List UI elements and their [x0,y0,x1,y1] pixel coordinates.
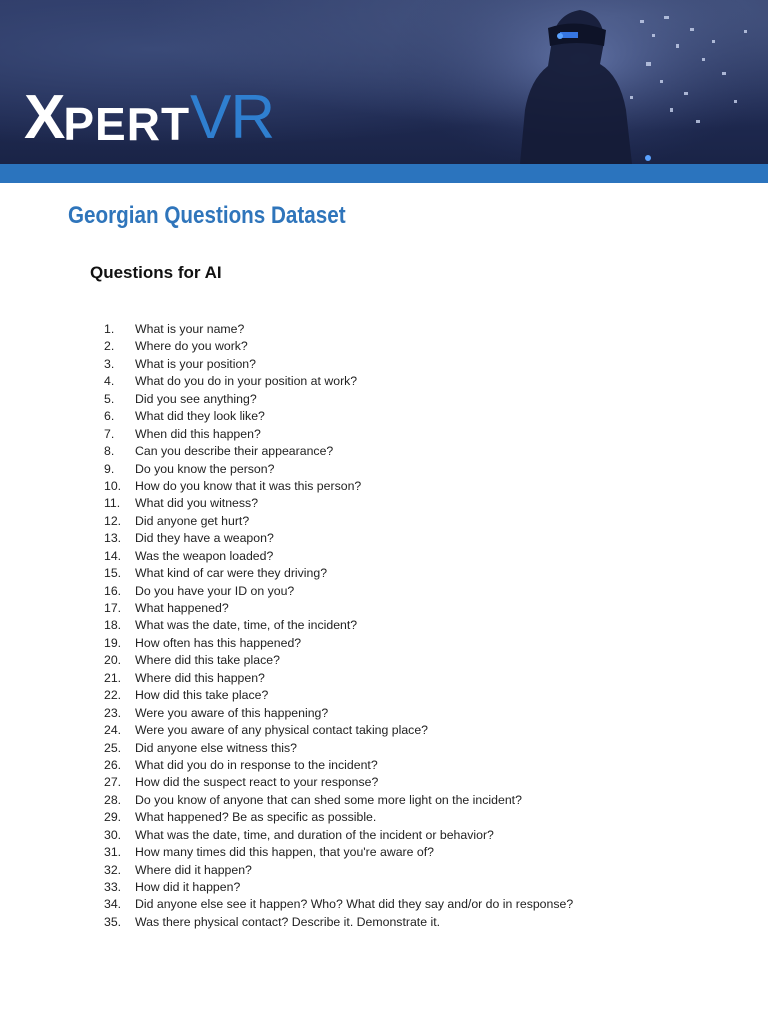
list-item-number: 33. [104,880,122,894]
list-item-number: 26. [104,757,122,772]
list-item-text: What kind of car were they driving? [135,566,328,581]
list-item [104,373,573,390]
xpertvr-logo [24,83,275,152]
list-item-number: 25. [104,740,122,755]
list-item-number: 3. [104,356,115,371]
list-item [104,426,573,443]
list-item [104,338,573,355]
list-item [104,391,573,408]
list-item [104,495,573,512]
list-item-number: 35. [104,914,122,929]
list-item-text: Were you aware of any physical contact taking place? [135,723,429,738]
list-item-text: How did it happen? [135,880,241,894]
list-item-text: Can you describe their appearance? [135,444,334,459]
list-item-number: 16. [104,583,122,598]
list-item [104,705,573,722]
list-item [104,896,573,913]
list-item [104,844,573,861]
list-item [104,565,573,582]
list-item-number: 29. [104,810,122,825]
list-item [104,722,573,739]
list-item-number: 17. [104,601,122,615]
list-item-number: 12. [104,513,122,528]
header-stripe [0,164,768,183]
list-item-text: What is your position? [135,356,256,371]
list-item-text: Did anyone else witness this? [135,740,297,755]
list-item-text: What do you do in your position at work? [135,374,358,389]
list-item-text: What was the date, time, and duration of the incident or behavior? [135,827,494,842]
list-item-text: Were you aware of this happening? [135,705,329,720]
list-item [104,356,573,373]
list-item-text: Was the weapon loaded? [135,548,274,563]
list-item [104,827,573,844]
list-item-number: 30. [104,827,122,842]
list-item-number: 2. [104,339,115,354]
list-item-number: 7. [104,426,115,441]
questions-list [104,321,573,931]
list-item-text: How many times did this happen, that you're aware of? [135,845,434,860]
logo-vr: VR [190,83,275,152]
list-item [104,321,573,338]
list-item-number: 6. [104,409,115,424]
list-item [104,600,573,617]
list-item-number: 5. [104,391,115,406]
list-item-number: 32. [104,862,122,877]
list-item [104,530,573,547]
list-item-text: Did you see anything? [135,391,257,406]
list-item [104,635,573,652]
list-item-number: 22. [104,688,122,703]
list-item [104,809,573,826]
list-item-text: What happened? Be as specific as possible. [135,810,377,825]
list-item-number: 19. [104,635,122,650]
list-item-text: How do you know that it was this person? [135,478,362,493]
list-item-text: What is your name? [135,322,245,336]
section-heading: Questions for AI [90,263,222,282]
logo-x: X [24,83,64,152]
list-item [104,740,573,757]
list-item-text: Did anyone else see it happen? Who? What did they say and/or do in response? [135,897,574,912]
list-item [104,774,573,791]
header-banner [0,0,768,164]
list-item-number: 10. [104,478,122,493]
list-item-text: What was the date, time, of the incident? [135,618,358,633]
list-item [104,513,573,530]
list-item [104,914,573,931]
list-item-number: 24. [104,723,122,738]
list-item-number: 27. [104,775,122,790]
list-item-number: 28. [104,792,122,807]
list-item-number: 9. [104,461,115,476]
list-item-text: How often has this happened? [135,635,302,650]
list-item [104,757,573,774]
document-title: Georgian Questions Dataset [68,202,346,229]
list-item-text: What did you do in response to the incident? [135,757,378,772]
list-item-number: 21. [104,670,122,685]
list-item-number: 1. [104,322,115,336]
list-item [104,443,573,460]
list-item-text: Do you know of anyone that can shed some more light on the incident? [135,792,522,807]
list-item [104,652,573,669]
list-item-text: When did this happen? [135,426,261,441]
list-item [104,461,573,478]
list-item-text: Do you have your ID on you? [135,583,295,598]
list-item-text: What did you witness? [135,496,259,511]
list-item-text: How did the suspect react to your response? [135,775,379,790]
list-item-number: 31. [104,845,122,860]
list-item-number: 18. [104,618,122,633]
list-item-number: 4. [104,374,115,389]
list-item-number: 15. [104,566,122,581]
logo-pert: PERT [63,98,191,150]
list-item-text: Where do you work? [135,339,248,354]
list-item-text: Where did it happen? [135,862,252,877]
list-item-text: Did they have a weapon? [135,531,274,546]
list-item-text: Where did this happen? [135,670,265,685]
list-item-text: What happened? [135,601,229,615]
list-item [104,408,573,425]
list-item [104,478,573,495]
list-item-text: Did anyone get hurt? [135,513,250,528]
list-item-text: How did this take place? [135,688,269,703]
list-item-number: 23. [104,705,122,720]
list-item-text: Was there physical contact? Describe it. Demonstrate it. [135,914,441,929]
list-item-text: Where did this take place? [135,653,280,668]
list-item [104,862,573,879]
list-item [104,617,573,634]
list-item-text: What did they look like? [135,409,265,424]
list-item [104,879,573,896]
list-item-number: 20. [104,653,122,668]
list-item-number: 34. [104,897,122,912]
list-item-number: 14. [104,548,122,563]
list-item [104,548,573,565]
list-item [104,583,573,600]
list-item [104,687,573,704]
list-item-number: 13. [104,531,122,546]
list-item-number: 8. [104,444,115,459]
list-item-number: 11. [104,496,121,511]
list-item [104,670,573,687]
list-item [104,792,573,809]
list-item-text: Do you know the person? [135,461,275,476]
